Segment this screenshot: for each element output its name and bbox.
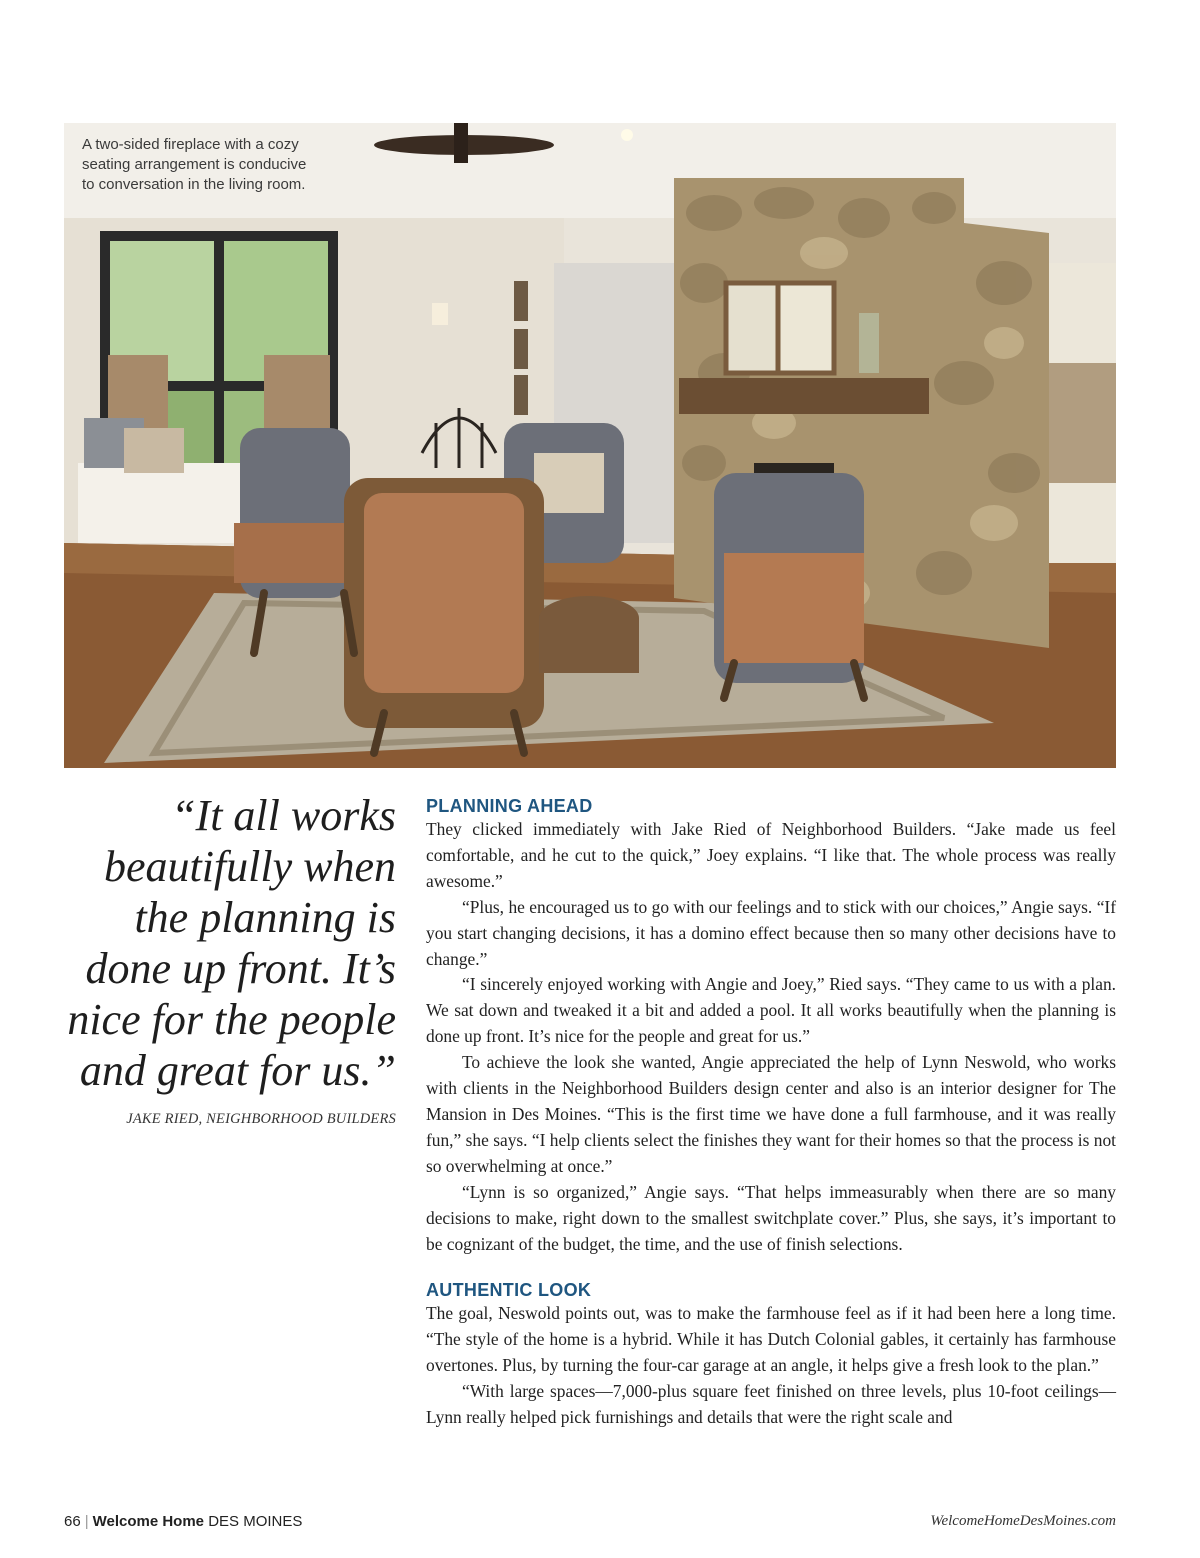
section-heading-authentic-look: AUTHENTIC LOOK <box>426 1280 592 1301</box>
section-spacer <box>426 1257 1116 1279</box>
body-paragraph: “Lynn is so organized,” Angie says. “That helps immeasurably when there are so many decisions to make, right down to the smallest switchplate cover.” Plus, she says, it’s important to be cognizant of the budget, the time, and the use of finish selections. <box>426 1181 1116 1254</box>
photo-caption: A two-sided fireplace with a cozy seating arrangement is conducive to conversation in the living room. <box>82 136 307 193</box>
page-number: 66 <box>64 1513 81 1530</box>
pull-quote-line: beautifully when <box>103 842 396 891</box>
pull-quote-line: the planning is <box>134 893 396 942</box>
pull-quote-line: nice for the people <box>67 995 396 1044</box>
body-paragraph: “With large spaces—7,000-plus square feet finished on three levels, plus 10-foot ceilings—Lynn really helped pick furnishings and details that were the right scale and <box>426 1381 1116 1428</box>
body-paragraph: The goal, Neswold points out, was to make the farmhouse feel as if it had been here a long time. “The style of the home is a hybrid. While it has Dutch Colonial gables, it certainly has farmhouse overtones. Plus, by turning the four-car garage at an angle, it helps give a fresh look to the plan.” <box>426 1303 1116 1376</box>
body-paragraph: To achieve the look she wanted, Angie appreciated the help of Lynn Neswold, who works with clients in the Neighborhood Builders design center and also is an interior designer for The Mansion in Des Moines. “This is the first time we have done a full farmhouse, and it was really fun,” she says. “I help clients select the finishes they want for their homes so that the process is not so overwhelming at once.” <box>426 1052 1116 1176</box>
living-room-illustration <box>64 123 1116 768</box>
pull-quote-line: done up front. It’s <box>85 944 396 993</box>
website-link[interactable]: WelcomeHomeDesMoines.com <box>930 1513 1116 1529</box>
pull-quote-line: “It all works <box>171 791 396 840</box>
magazine-city: DES MOINES <box>208 1513 303 1530</box>
pull-quote <box>64 790 396 1096</box>
pull-quote-attribution: JAKE RIED, NEIGHBORHOOD BUILDERS <box>126 1111 396 1127</box>
section-heading-planning-ahead: PLANNING AHEAD <box>426 796 593 816</box>
folio-separator: | <box>84 1513 89 1530</box>
folio <box>64 1513 302 1530</box>
article-body <box>426 795 1116 1431</box>
hero-photo <box>64 123 1116 768</box>
magazine-name: Welcome Home <box>92 1513 205 1530</box>
body-paragraph: “I sincerely enjoyed working with Angie and Joey,” Ried says. “They came to us with a plan. We sat down and tweaked it a bit and added a pool. It all works beautifully when the planning is done up front. It’s nice for the people and great for us.” <box>426 974 1116 1047</box>
body-paragraph: “Plus, he encouraged us to go with our feelings and to stick with our choices,” Angie says. “If you start changing decisions, it has a domino effect because then so many other decisions have to change.” <box>426 896 1116 969</box>
pull-quote-line: and great for us.” <box>79 1046 396 1095</box>
body-paragraph: They clicked immediately with Jake Ried of Neighborhood Builders. “Jake made us feel comfortable, and he cut to the quick,” Joey explains. “I like that. The whole process was really awesome.” <box>426 819 1116 891</box>
